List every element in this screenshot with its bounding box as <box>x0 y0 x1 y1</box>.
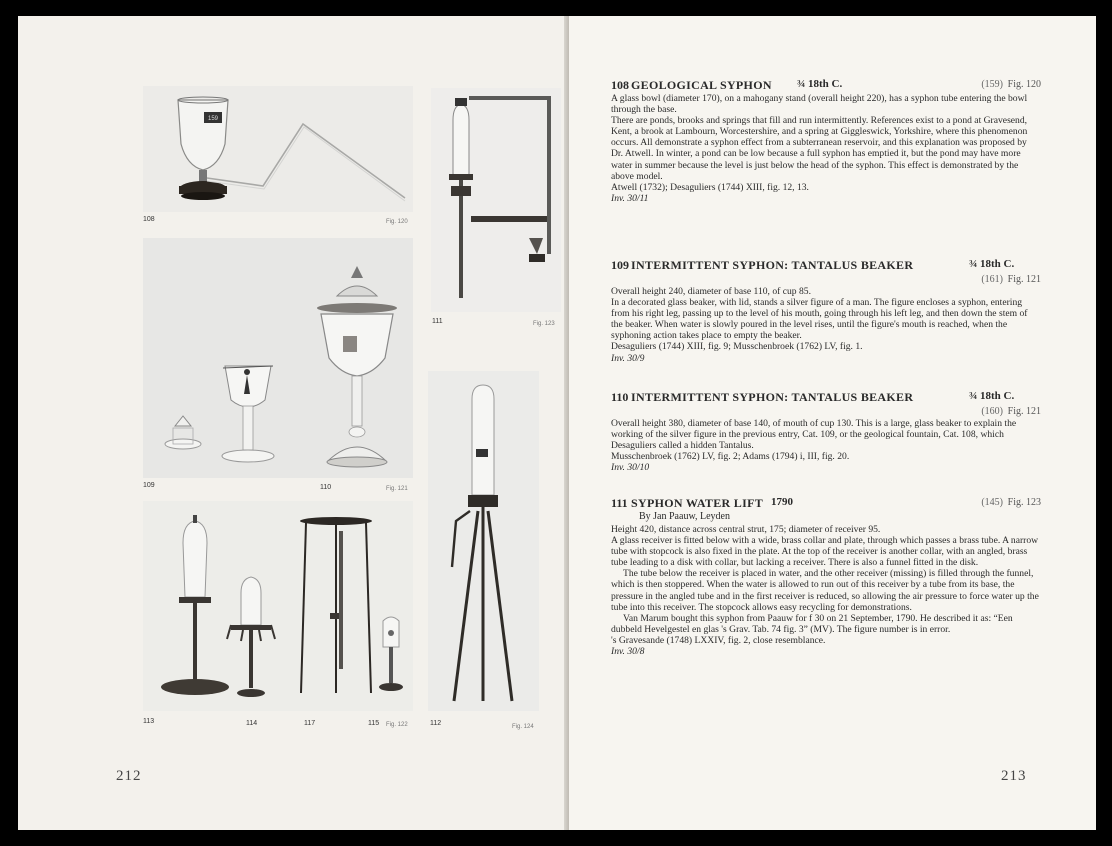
entry-fig-ref: Fig. 123 <box>1007 497 1041 508</box>
entry-number: 108 <box>611 78 629 92</box>
entry-reference: Atwell (1732); Desaguliers (1744) XIII, fig. 12, 13. <box>611 181 809 193</box>
caption-number-115: 115 <box>368 720 380 727</box>
caption-fig-124: Fig. 124 <box>512 724 534 730</box>
caption-number-112: 112 <box>430 720 442 727</box>
entry-inventory-number: Inv. 30/8 <box>611 646 645 658</box>
catalogue-entry-109 <box>611 258 1041 364</box>
entry-inventory-ref: (159) <box>981 79 1003 90</box>
entry-heading <box>611 390 1041 405</box>
entry-inventory-ref: (145) <box>981 497 1003 508</box>
entry-body <box>611 524 1041 657</box>
catalogue-entry-111 <box>611 496 1041 657</box>
left-page <box>18 16 569 830</box>
entry-inventory-number: Inv. 30/9 <box>611 352 645 364</box>
caption-number-109: 109 <box>143 482 155 489</box>
geological-syphon-illustration <box>143 86 413 212</box>
entry-heading <box>611 78 1041 93</box>
book-spread <box>18 16 1096 830</box>
photo-geological-syphon <box>143 86 413 212</box>
caption-number-110: 110 <box>320 484 332 491</box>
entry-maker: By Jan Paauw, Leyden <box>639 511 730 522</box>
entry-date: ¾ 18th C. <box>969 258 1015 270</box>
caption-fig-121: Fig. 121 <box>386 486 408 492</box>
tantalus-beakers-illustration <box>143 238 413 478</box>
caption-number-117: 117 <box>304 720 316 727</box>
entry-heading <box>611 258 1041 273</box>
caption-number-114: 114 <box>246 720 258 727</box>
entry-heading <box>611 496 1041 511</box>
entry-inventory-ref: (161) <box>981 274 1003 285</box>
entry-number: 109 <box>611 258 629 272</box>
entry-number: 111 <box>611 496 628 510</box>
caption-fig-123: Fig. 123 <box>533 321 555 327</box>
bowl-label: 159 <box>207 116 219 122</box>
entry-fig-ref: Fig. 120 <box>1007 79 1041 90</box>
caption-number-108: 108 <box>143 216 155 223</box>
entry-inventory-ref: (160) <box>981 406 1003 417</box>
entry-paragraph: There are ponds, brooks and springs that fill and run intermittently. References exist to a pond at Gravesend, Kent, a brook at Lambourn, Worcestershire, and a spring at Giggleswick, Yorkshire, where this phenomenon occurs. All demonstrate a syphon effect from a subterranean reservoir, and this explanation was proposed by Dr. Atwell. In winter, a pond can be low because a full syphon has emptied it, but the pond may have more water in summer because the level is just below the head of the syphon. This effect is demonstrated by the above model. <box>611 115 1028 182</box>
entry-body <box>611 286 1041 364</box>
entry-heading-refs <box>611 405 1041 418</box>
apparatus-group-illustration <box>143 501 413 711</box>
entry-title: GEOLOGICAL SYPHON <box>631 78 772 92</box>
entry-paragraph: The tube below the receiver is placed in water, and the other receiver (missing) is filled through the funnel, which is then stoppered. When the water is allowed to run out of this receiver by a tube from its base, the pressure in the angled tube and in the first receiver is reduced, so allowing the air pressure to force water up the tube into this receiver. The stopcock allows easy recycling for demonstrations. <box>611 568 1039 613</box>
entry-reference: Desaguliers (1744) XIII, fig. 9; Musschenbroek (1762) LV, fig. 1. <box>611 341 863 353</box>
entry-fig-ref: Fig. 121 <box>1007 274 1041 285</box>
entry-paragraph: Height 420, distance across central strut, 175; diameter of receiver 95. <box>611 524 881 535</box>
entry-maker-line <box>611 511 1041 524</box>
entry-paragraph: Van Marum bought this syphon from Paauw for f 30 on 21 September, 1790. He described it as: “Een dubbeld Hevelgestel en glas 's Grav. Tab. 74 fig. 3” (MV). The figure number is in error. <box>611 612 1013 635</box>
entry-heading-refs <box>611 273 1041 286</box>
entry-paragraph: A glass bowl (diameter 170), on a mahogany stand (overall height 220), has a syphon tube entering the bowl through the base. <box>611 93 1028 116</box>
entry-body <box>611 93 1041 204</box>
entry-date: ¾ 18th C. <box>969 390 1015 402</box>
entry-fig-ref: Fig. 121 <box>1007 406 1041 417</box>
caption-fig-122: Fig. 122 <box>386 722 408 728</box>
receiver-tripod-illustration <box>428 371 539 711</box>
entry-inventory-number: Inv. 30/11 <box>611 192 649 204</box>
entry-reference: Musschenbroek (1762) LV, fig. 2; Adams (1794) i, III, fig. 20. <box>611 451 850 463</box>
catalogue-entry-108 <box>611 78 1041 204</box>
caption-number-113: 113 <box>143 718 155 725</box>
entry-reference: 's Gravesande (1748) LXXIV, fig. 2, close resemblance. <box>611 634 826 646</box>
photo-syphon-water-lift <box>431 88 561 312</box>
right-page <box>569 16 1096 830</box>
entry-paragraph: Overall height 240, diameter of base 110, of cup 85. <box>611 286 811 297</box>
caption-number-111: 111 <box>432 318 443 325</box>
catalogue-entry-110 <box>611 390 1041 473</box>
caption-fig-120: Fig. 120 <box>386 219 408 225</box>
photo-receiver-tripod <box>428 371 539 711</box>
entry-paragraph: A glass receiver is fitted below with a wide, brass collar and plate, through which passes a brass tube. A narrow tube with stopcock is also fixed in the plate. At the top of the receiver is another collar, with an angled, brass tube leading to a disk with collar, but lacking a receiver. There is also a funnel fitted in the disk. <box>611 535 1039 569</box>
entry-date: ¾ 18th C. <box>797 78 843 90</box>
entry-date: 1790 <box>771 496 793 508</box>
entry-number: 110 <box>611 390 629 404</box>
page-number-right: 213 <box>1001 768 1027 784</box>
entry-body <box>611 418 1041 473</box>
entry-paragraph: Overall height 380, diameter of base 140, of mouth of cup 130. This is a large, glass beaker to explain the working of the silver figure in the previous entry, Cat. 109, or the geological fountain, Cat. 108, which Desaguliers called a hidden Tantalus. <box>611 418 1017 452</box>
photo-syphon-apparatus-group <box>143 501 413 711</box>
photo-tantalus-beakers <box>143 238 413 478</box>
entry-title: INTERMITTENT SYPHON: TANTALUS BEAKER <box>631 258 914 272</box>
page-number-left: 212 <box>116 768 142 784</box>
entry-title: INTERMITTENT SYPHON: TANTALUS BEAKER <box>631 390 914 404</box>
water-lift-illustration <box>431 88 561 312</box>
entry-inventory-number: Inv. 30/10 <box>611 462 650 474</box>
entry-paragraph: In a decorated glass beaker, with lid, stands a silver figure of a man. The figure encloses a syphon, entering from his right leg, passing up to the level of his mouth, going through his left leg, and then down the stem of the beaker. When water is slowly poured in the level rises, until the figure's mouth is reached, when the syphoning action takes place to empty the beaker. <box>611 297 1028 342</box>
entry-title: SYPHON WATER LIFT <box>631 496 764 510</box>
